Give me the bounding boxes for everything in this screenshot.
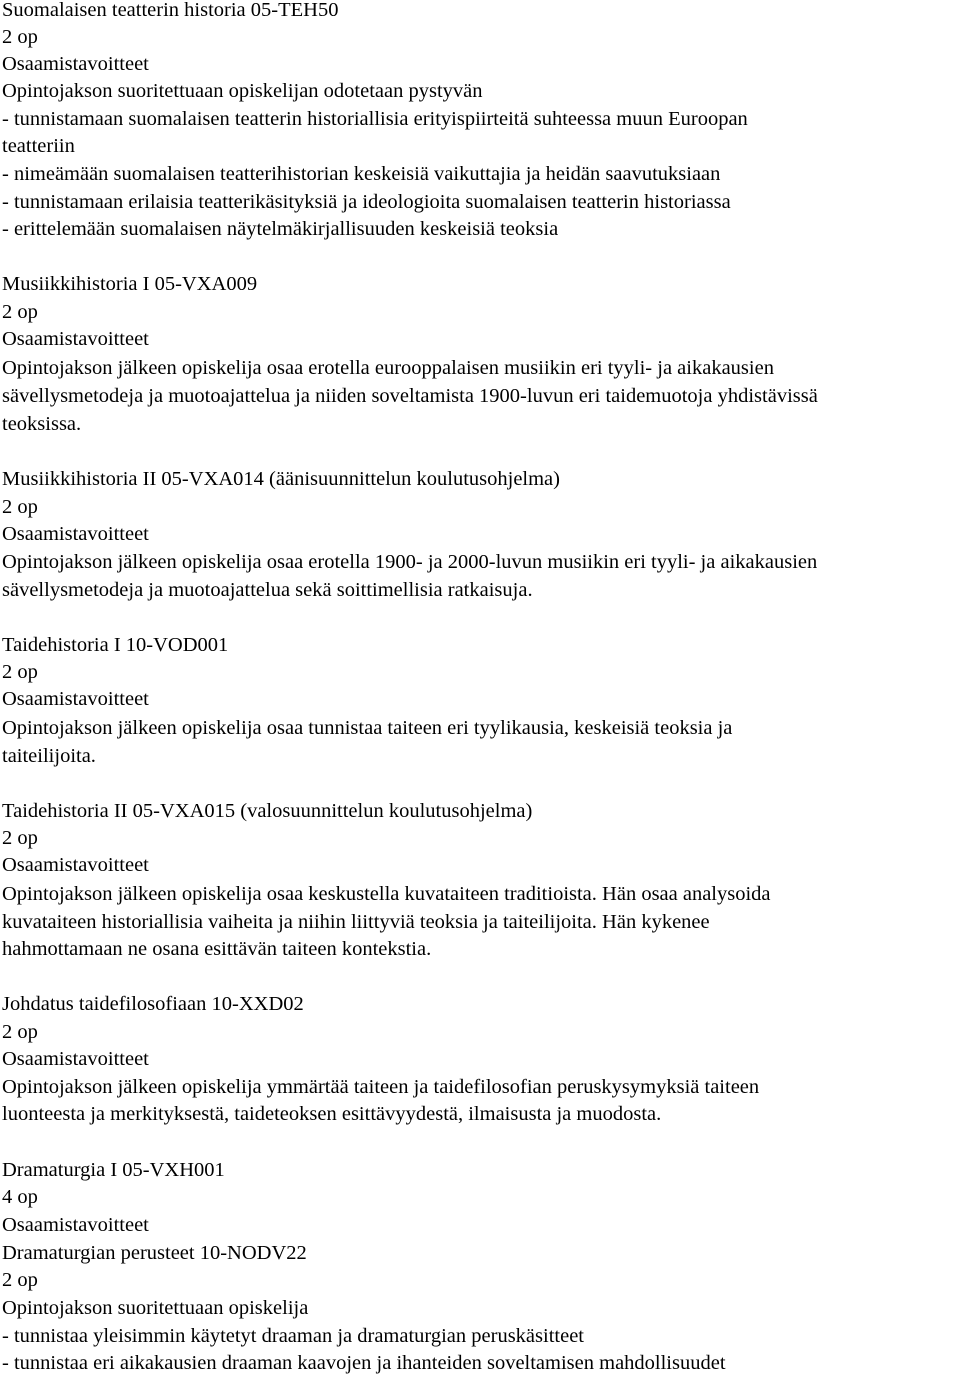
course-title: Taidehistoria I 10-VOD001 <box>2 634 229 656</box>
section-heading: Osaamistavoitteet <box>2 1214 149 1236</box>
course-title: Taidehistoria II 05-VXA015 (valosuunnittelun koulutusohjelma) <box>2 800 533 822</box>
course-title: Dramaturgia I 05-VXH001 <box>2 1159 225 1181</box>
course-text-line: kuvataiteen historiallisia vaiheita ja niihin liittyviä teoksia ja taiteilijoita. Hän kykenee <box>2 911 710 933</box>
course-text-line: sävellysmetodeja ja muotoajattelua ja niiden soveltamista 1900-luvun eri taidemuotoja yhdistävissä <box>2 385 818 407</box>
course-text-line: - tunnistaa eri aikakausien draaman kaavojen ja ihanteiden soveltamisen mahdollisuudet <box>2 1352 726 1374</box>
course-title: Suomalaisen teatterin historia 05-TEH50 <box>2 0 339 21</box>
course-credits: 2 op <box>2 496 38 518</box>
course-text-line: Opintojakson suoritettuaan opiskelija <box>2 1297 309 1319</box>
section-heading: Osaamistavoitteet <box>2 688 149 710</box>
section-heading: Osaamistavoitteet <box>2 53 149 75</box>
course-text-line: - tunnistamaan erilaisia teatterikäsityksiä ja ideologioita suomalaisen teatterin historiassa <box>2 191 731 213</box>
course-text-line: luonteesta ja merkityksestä, taideteoksen esittävyydestä, ilmaisusta ja muodosta. <box>2 1103 662 1125</box>
course-text-line: taiteilijoita. <box>2 745 96 767</box>
course-text-line: Opintojakson jälkeen opiskelija ymmärtää taiteen ja taidefilosofian peruskysymyksiä taiteen <box>2 1076 760 1098</box>
course-credits: 2 op <box>2 26 38 48</box>
section-heading: Osaamistavoitteet <box>2 1048 149 1070</box>
section-heading: Osaamistavoitteet <box>2 328 149 350</box>
course-credits: 4 op <box>2 1186 38 1208</box>
course-title: Johdatus taidefilosofiaan 10-XXD02 <box>2 993 304 1015</box>
course-title: Musiikkihistoria II 05-VXA014 (äänisuunnittelun koulutusohjelma) <box>2 468 560 490</box>
course-text-line: - erittelemään suomalaisen näytelmäkirjallisuuden keskeisiä teoksia <box>2 218 559 240</box>
course-text-line: - tunnistaa yleisimmin käytetyt draaman ja dramaturgian peruskäsitteet <box>2 1325 584 1347</box>
course-text-line: Opintojakson jälkeen opiskelija osaa tunnistaa taiteen eri tyylikausia, keskeisiä teoksia ja <box>2 717 733 739</box>
course-text-line: Opintojakson jälkeen opiskelija osaa erotella 1900- ja 2000-luvun musiikin eri tyyli- ja aikakausien <box>2 551 818 573</box>
course-credits: 2 op <box>2 827 38 849</box>
course-text-line: Opintojakson suoritettuaan opiskelijan odotetaan pystyvän <box>2 80 483 102</box>
course-credits: 2 op <box>2 1269 38 1291</box>
course-text-line: hahmottamaan ne osana esittävän taiteen kontekstia. <box>2 938 432 960</box>
course-title: Musiikkihistoria I 05-VXA009 <box>2 273 258 295</box>
course-credits: 2 op <box>2 1021 38 1043</box>
course-credits: 2 op <box>2 661 38 683</box>
course-text-line: teoksissa. <box>2 413 82 435</box>
course-text-line: - nimeämään suomalaisen teatterihistorian keskeisiä vaikuttajia ja heidän saavutuksiaan <box>2 163 721 185</box>
course-text-line: sävellysmetodeja ja muotoajattelua sekä soittimellisia ratkaisuja. <box>2 579 533 601</box>
course-text-line: Opintojakson jälkeen opiskelija osaa erotella eurooppalaisen musiikin eri tyyli- ja aikakausien <box>2 357 774 379</box>
section-heading: Osaamistavoitteet <box>2 523 149 545</box>
course-credits: 2 op <box>2 301 38 323</box>
course-text-line: Opintojakson jälkeen opiskelija osaa keskustella kuvataiteen traditioista. Hän osaa analysoida <box>2 883 771 905</box>
section-heading: Osaamistavoitteet <box>2 854 149 876</box>
course-text-line: - tunnistamaan suomalaisen teatterin historiallisia erityispiirteitä suhteessa muun Euroopan <box>2 108 748 130</box>
course-text-line: teatteriin <box>2 135 75 157</box>
course-title: Dramaturgian perusteet 10-NODV22 <box>2 1242 307 1264</box>
